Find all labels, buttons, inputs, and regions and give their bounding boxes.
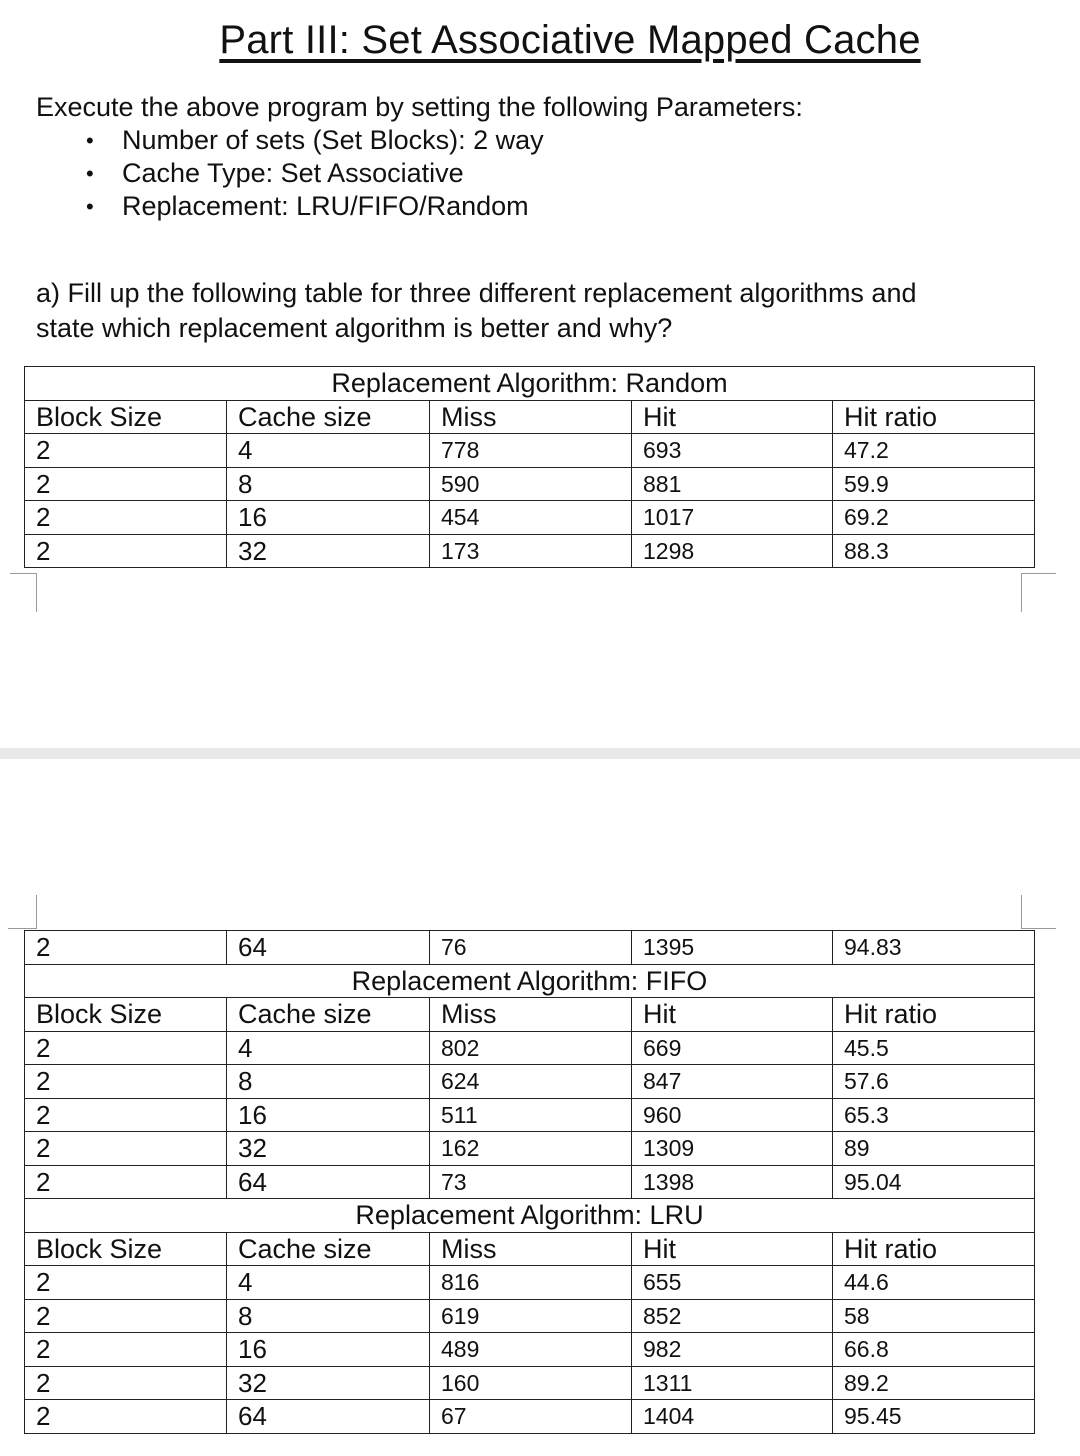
miss-cell: 802: [430, 1031, 632, 1065]
hit-cell: 1309: [632, 1132, 833, 1166]
hit-cell: 1017: [632, 501, 833, 535]
hit-ratio-cell: 89.2: [833, 1366, 1035, 1400]
header-cache-size: Cache size: [227, 400, 430, 434]
table-row: [25, 534, 1035, 568]
page-break: [0, 748, 1080, 759]
parameter-replacement: Replacement: LRU/FIFO/Random: [122, 191, 529, 221]
hit-ratio-cell: 47.2: [833, 434, 1035, 468]
continued-table: [24, 930, 1035, 1434]
cache-size-cell: 32: [227, 1132, 430, 1166]
lru-caption: Replacement Algorithm: LRU: [25, 1199, 1035, 1233]
miss-cell: 76: [430, 931, 632, 965]
cache-size-cell: 8: [227, 1065, 430, 1099]
cache-size-cell: 32: [227, 534, 430, 568]
page-corner-marker: [1021, 573, 1056, 612]
cache-size-cell: 16: [227, 1333, 430, 1367]
header-hit: Hit: [632, 1232, 833, 1266]
random-caption: Replacement Algorithm: Random: [25, 367, 1035, 401]
table-row: [25, 1065, 1035, 1099]
table-row: [25, 501, 1035, 535]
table-header-row: [25, 998, 1035, 1032]
cache-size-cell: 4: [227, 434, 430, 468]
cache-size-cell: 16: [227, 1098, 430, 1132]
table-row: [25, 1165, 1035, 1199]
hit-ratio-cell: 66.8: [833, 1333, 1035, 1367]
table-row: [25, 1400, 1035, 1434]
hit-ratio-cell: 59.9: [833, 467, 1035, 501]
table-row: [25, 931, 1035, 965]
intro-text: Execute the above program by setting the following Parameters:: [36, 92, 803, 122]
block-size-cell: 2: [25, 534, 227, 568]
hit-cell: 881: [632, 467, 833, 501]
page-corner-marker: [10, 573, 37, 612]
hit-cell: 847: [632, 1065, 833, 1099]
bullet-icon: •: [86, 161, 94, 186]
bullet-icon: •: [86, 128, 94, 153]
table-row: [25, 1366, 1035, 1400]
miss-cell: 590: [430, 467, 632, 501]
table-header-row: [25, 400, 1035, 434]
block-size-cell: 2: [25, 1400, 227, 1434]
hit-ratio-cell: 58: [833, 1299, 1035, 1333]
hit-cell: 1398: [632, 1165, 833, 1199]
question-line-2: state which replacement algorithm is better and why?: [36, 313, 673, 343]
cache-size-cell: 8: [227, 467, 430, 501]
header-hit-ratio: Hit ratio: [833, 1232, 1035, 1266]
miss-cell: 173: [430, 534, 632, 568]
table-header-row: [25, 1232, 1035, 1266]
block-size-cell: 2: [25, 501, 227, 535]
header-hit-ratio: Hit ratio: [833, 400, 1035, 434]
page-title: Part III: Set Associative Mapped Cache: [219, 18, 921, 62]
table-row: [25, 1098, 1035, 1132]
hit-ratio-cell: 94.83: [833, 931, 1035, 965]
header-block-size: Block Size: [25, 998, 227, 1032]
hit-cell: 852: [632, 1299, 833, 1333]
block-size-cell: 2: [25, 1132, 227, 1166]
miss-cell: 619: [430, 1299, 632, 1333]
hit-cell: 960: [632, 1098, 833, 1132]
list-item: [72, 124, 544, 157]
miss-cell: 624: [430, 1065, 632, 1099]
cache-size-cell: 4: [227, 1266, 430, 1300]
cache-size-cell: 16: [227, 501, 430, 535]
header-hit: Hit: [632, 998, 833, 1032]
parameter-list: [72, 124, 544, 223]
page-corner-marker: [8, 895, 37, 929]
bullet-icon: •: [86, 194, 94, 219]
block-size-cell: 2: [25, 1333, 227, 1367]
miss-cell: 454: [430, 501, 632, 535]
block-size-cell: 2: [25, 434, 227, 468]
hit-cell: 669: [632, 1031, 833, 1065]
hit-cell: 1404: [632, 1400, 833, 1434]
hit-ratio-cell: 57.6: [833, 1065, 1035, 1099]
hit-ratio-cell: 89: [833, 1132, 1035, 1166]
question-line-1: a) Fill up the following table for three different replacement algorithms and: [36, 278, 917, 308]
header-cache-size: Cache size: [227, 1232, 430, 1266]
block-size-cell: 2: [25, 1366, 227, 1400]
cache-size-cell: 8: [227, 1299, 430, 1333]
parameter-cache-type: Cache Type: Set Associative: [122, 158, 464, 188]
miss-cell: 511: [430, 1098, 632, 1132]
hit-cell: 1298: [632, 534, 833, 568]
header-hit: Hit: [632, 400, 833, 434]
hit-ratio-cell: 95.45: [833, 1400, 1035, 1434]
block-size-cell: 2: [25, 1098, 227, 1132]
hit-ratio-cell: 95.04: [833, 1165, 1035, 1199]
table-row: [25, 1299, 1035, 1333]
list-item: [72, 190, 544, 223]
hit-cell: 1311: [632, 1366, 833, 1400]
hit-ratio-cell: 65.3: [833, 1098, 1035, 1132]
page-corner-marker: [1021, 895, 1056, 929]
hit-cell: 655: [632, 1266, 833, 1300]
table-row: [25, 434, 1035, 468]
miss-cell: 816: [430, 1266, 632, 1300]
list-item: [72, 157, 544, 190]
miss-cell: 162: [430, 1132, 632, 1166]
hit-ratio-cell: 88.3: [833, 534, 1035, 568]
header-block-size: Block Size: [25, 400, 227, 434]
block-size-cell: 2: [25, 1266, 227, 1300]
header-miss: Miss: [430, 400, 632, 434]
table-row: [25, 1132, 1035, 1166]
cache-size-cell: 64: [227, 1400, 430, 1434]
random-table: [24, 366, 1035, 568]
hit-cell: 693: [632, 434, 833, 468]
table-row: [25, 467, 1035, 501]
cache-size-cell: 4: [227, 1031, 430, 1065]
header-block-size: Block Size: [25, 1232, 227, 1266]
block-size-cell: 2: [25, 1065, 227, 1099]
table-row: [25, 1333, 1035, 1367]
miss-cell: 160: [430, 1366, 632, 1400]
fifo-caption: Replacement Algorithm: FIFO: [25, 964, 1035, 998]
cache-size-cell: 64: [227, 1165, 430, 1199]
table-row: [25, 1031, 1035, 1065]
cache-size-cell: 64: [227, 931, 430, 965]
hit-cell: 1395: [632, 931, 833, 965]
block-size-cell: 2: [25, 1031, 227, 1065]
header-hit-ratio: Hit ratio: [833, 998, 1035, 1032]
hit-cell: 982: [632, 1333, 833, 1367]
parameter-sets: Number of sets (Set Blocks): 2 way: [122, 125, 544, 155]
header-miss: Miss: [430, 998, 632, 1032]
miss-cell: 778: [430, 434, 632, 468]
cache-size-cell: 32: [227, 1366, 430, 1400]
table-row: [25, 1266, 1035, 1300]
hit-ratio-cell: 69.2: [833, 501, 1035, 535]
header-cache-size: Cache size: [227, 998, 430, 1032]
block-size-cell: 2: [25, 467, 227, 501]
block-size-cell: 2: [25, 931, 227, 965]
hit-ratio-cell: 45.5: [833, 1031, 1035, 1065]
block-size-cell: 2: [25, 1165, 227, 1199]
miss-cell: 489: [430, 1333, 632, 1367]
miss-cell: 73: [430, 1165, 632, 1199]
miss-cell: 67: [430, 1400, 632, 1434]
header-miss: Miss: [430, 1232, 632, 1266]
block-size-cell: 2: [25, 1299, 227, 1333]
hit-ratio-cell: 44.6: [833, 1266, 1035, 1300]
